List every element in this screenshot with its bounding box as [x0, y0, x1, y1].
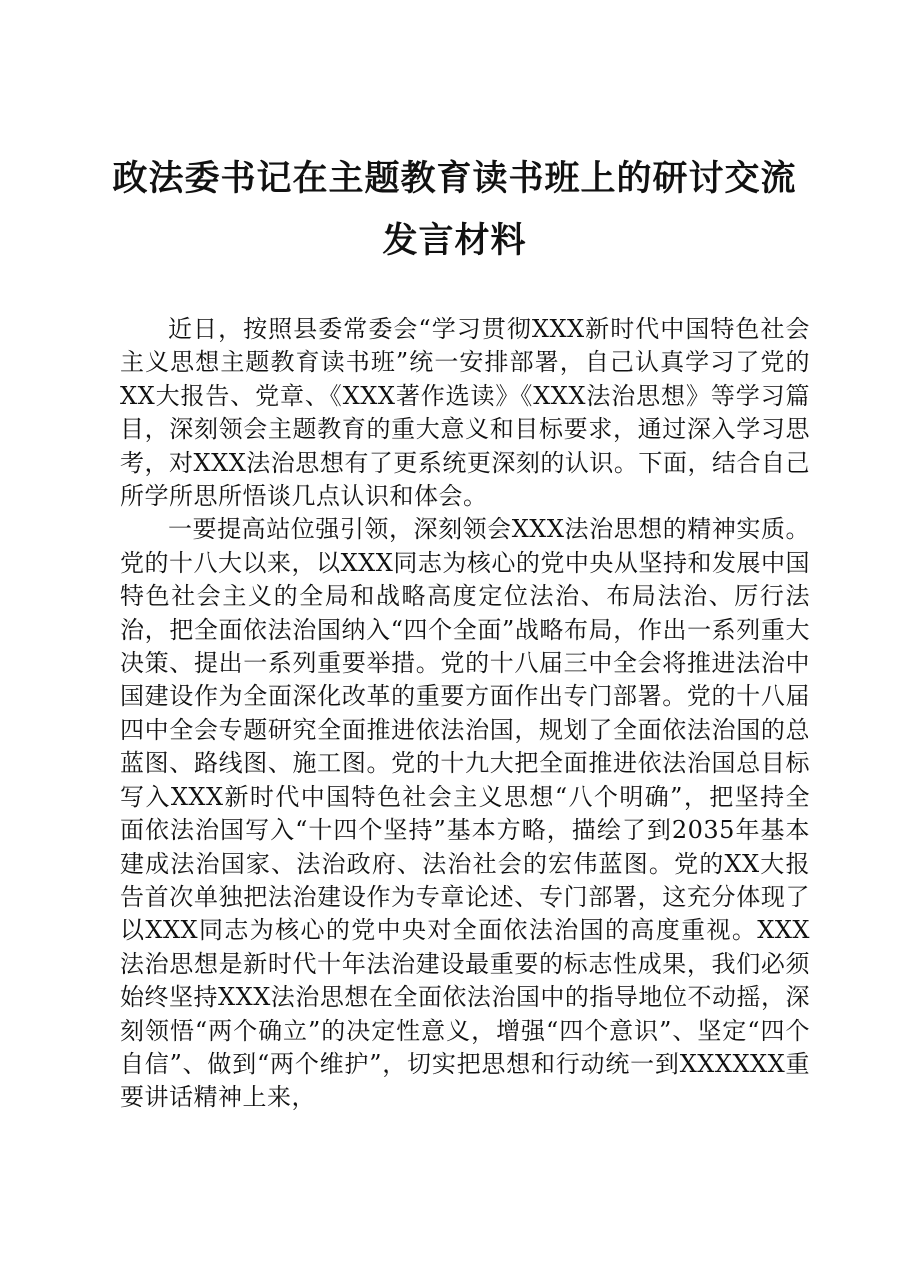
paragraph-intro: 近日，按照县委常委会“学习贯彻XXX新时代中国特色社会主义思想主题教育读书班”统一安排部署，自己认真学习了党的XX大报告、党章、《XXX著作选读》《XXX法治思想》等学习篇目，深刻领会主题教育的重大意义和目标要求，通过深入学习思考，对XXX法治思想有了更系统更深刻的认识。下面，结合自己所学所思所悟谈几点认识和体会。	[120, 315, 810, 511]
document-title: 政法委书记在主题教育读书班上的研讨交流发言材料	[112, 158, 797, 261]
document-body	[120, 313, 810, 1115]
paragraph-point-one: 一要提高站位强引领，深刻领会XXX法治思想的精神实质。党的十八大以来，以XXX同志为核心的党中央从坚持和发展中国特色社会主义的全局和战略高度定位法治、布局法治、厉行法治，把全面依法治国纳入“四个全面”战略布局，作出一系列重大决策、提出一系列重要举措。党的十八届三中全会将推进法治中国建设作为全面深化改革的重要方面作出专门部署。党的十八届四中全会专题研究全面推进依法治国，规划了全面依法治国的总蓝图、路线图、施工图。党的十九大把全面推进依法治国总目标写入XXX新时代中国特色社会主义思想“八个明确”，把坚持全面依法治国写入“十四个坚持”基本方略，描绘了到2035年基本建成法治国家、法治政府、法治社会的宏伟蓝图。党的XX大报告首次单独把法治建设作为专章论述、专门部署，这充分体现了以XXX同志为核心的党中央对全面依法治国的高度重视。XXX法治思想是新时代十年法治建设最重要的标志性成果，我们必须始终坚持XXX法治思想在全面依法治国中的指导地位不动摇，深刻领悟“两个确立”的决定性意义，增强“四个意识”、坚定“四个自信”、做到“两个维护”，切实把思想和行动统一到XXXXXX重要讲话精神上来，	[120, 515, 810, 1112]
